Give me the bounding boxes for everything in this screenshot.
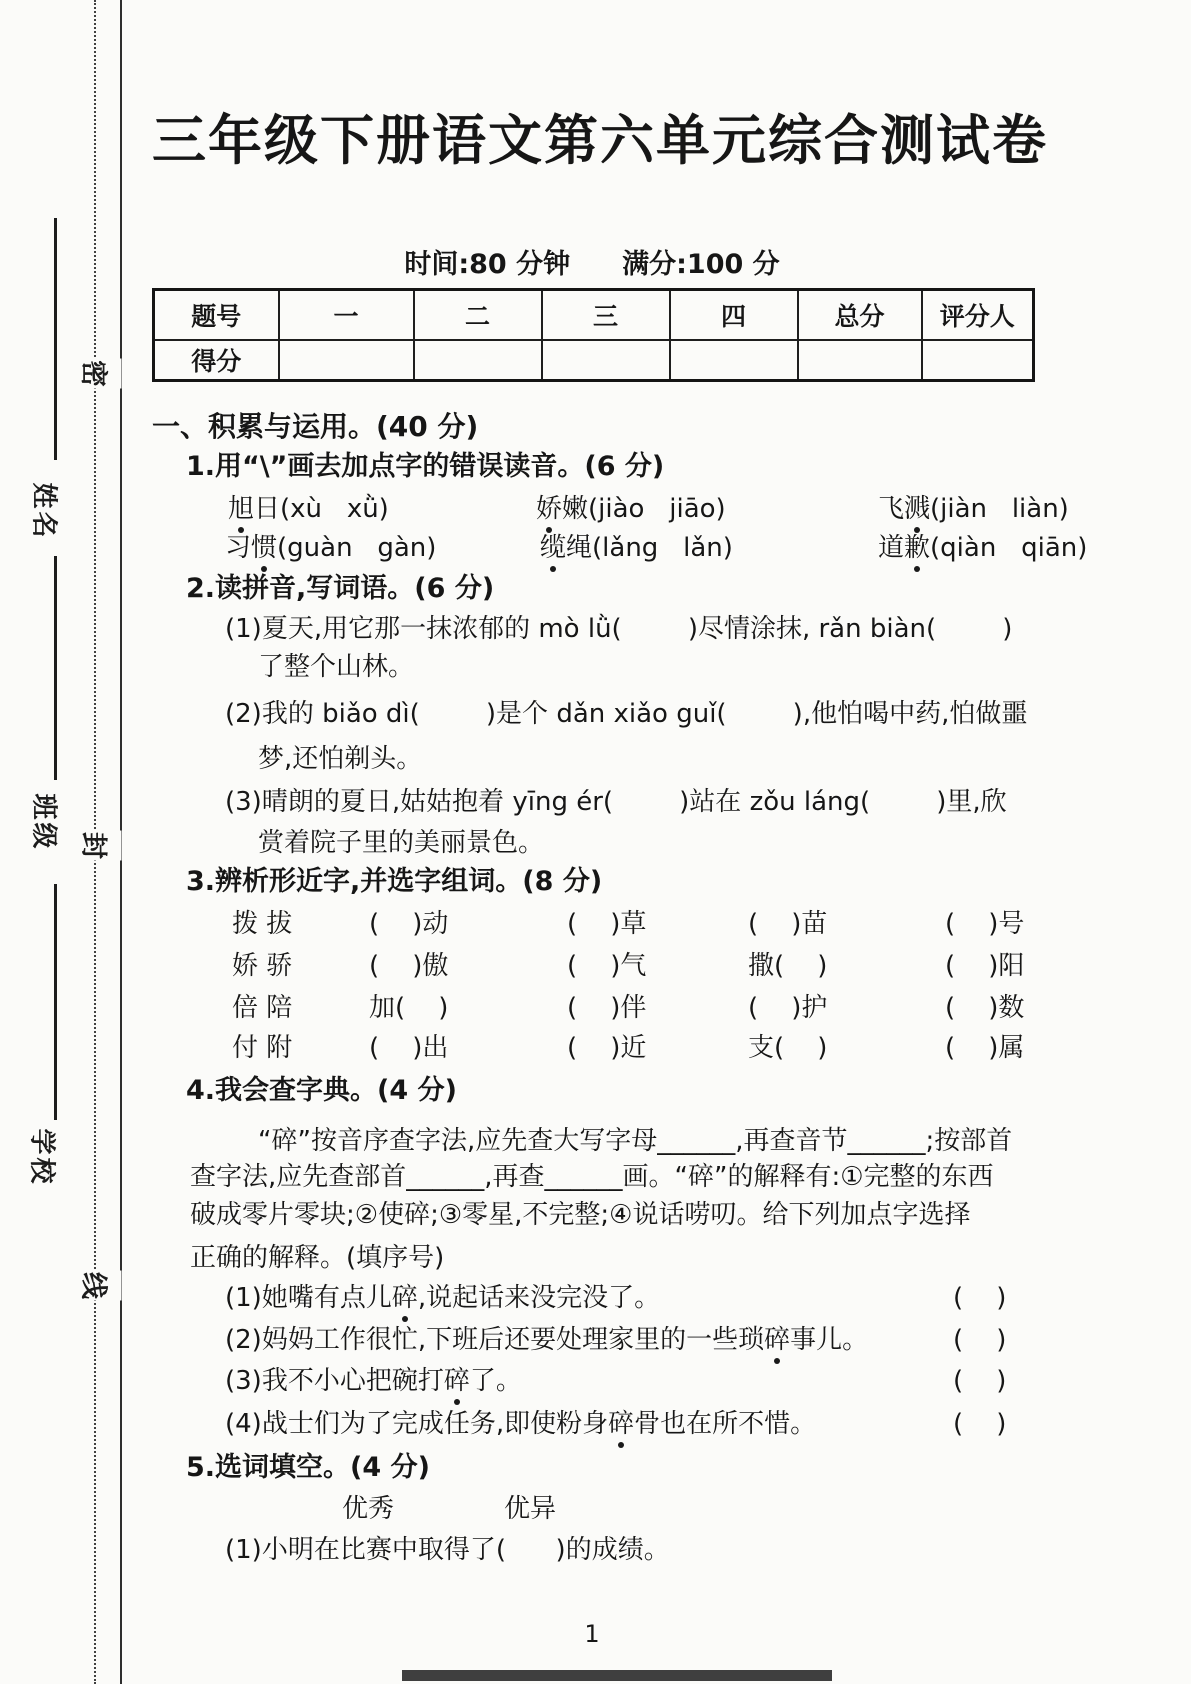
q1-title: 1.用“\”画去加点字的错误读音。(6 分)	[186, 451, 665, 482]
q3-title: 3.辨析形近字,并选字组词。(8 分)	[186, 866, 603, 897]
q5-title: 5.选词填空。(4 分)	[186, 1452, 430, 1483]
q4-item-post: 事儿。	[790, 1325, 869, 1355]
q3-blank-item: ( )数	[945, 993, 1025, 1023]
class-field-label: 班级	[28, 793, 59, 852]
score-table-header-cell: 二	[414, 290, 542, 341]
answer-bracket: ( )	[953, 1325, 1007, 1355]
score-table-header-cell: 一	[279, 290, 414, 341]
school-blank-line	[54, 884, 57, 1120]
q1-dotted-char: 旭	[228, 494, 255, 524]
page-number: 1	[584, 1620, 600, 1648]
q1-dotted-char: 歉	[904, 533, 931, 563]
q4-item-pre: (3)我不小心把碗打	[225, 1366, 444, 1396]
q4-paragraph-line: “碎”按音序查字法,应先查大写字母______,再查音节______;按部首	[258, 1126, 1013, 1156]
school-field-label: 学校	[26, 1128, 57, 1187]
exam-meta	[152, 242, 1032, 281]
q3-blank-item: ( )近	[567, 1033, 647, 1063]
q1-item	[540, 532, 733, 565]
q2-item-line: (1)夏天,用它那一抹浓郁的 mò lǜ( )尽情涂抹, rǎn biàn( )	[225, 614, 1013, 644]
scan-bottom-bar	[402, 1670, 832, 1681]
q4-dotted-char: 碎	[608, 1409, 635, 1439]
q1-item	[225, 532, 436, 565]
q3-blank-item: ( )草	[567, 909, 647, 939]
score-cell-empty	[279, 340, 414, 381]
q5-item: (1)小明在比赛中取得了( )的成绩。	[225, 1535, 670, 1565]
q1-item-pre: 飞	[878, 494, 905, 524]
full-score: 满分:100 分	[622, 249, 780, 280]
name-field-label: 姓名	[28, 482, 59, 541]
q5-option: 优异	[504, 1494, 557, 1524]
q1-item	[536, 493, 726, 526]
q3-char-pair: 娇 骄	[232, 951, 293, 981]
answer-bracket: ( )	[953, 1409, 1007, 1439]
q2-item-line: 赏着院子里的美丽景色。	[258, 828, 545, 858]
name-blank-line	[54, 218, 57, 460]
q3-blank-item: ( )属	[945, 1033, 1025, 1063]
q1-item-post: 绳(lǎng lǎn)	[566, 533, 733, 563]
score-cell-empty	[414, 340, 542, 381]
q3-blank-item: ( )号	[945, 909, 1025, 939]
score-table-header-cell: 四	[670, 290, 798, 341]
q1-item-pre: 道	[878, 533, 905, 563]
q3-blank-item: ( )动	[369, 909, 449, 939]
score-cell-empty	[670, 340, 798, 381]
q4-item	[225, 1365, 522, 1398]
q3-blank-item: ( )护	[748, 993, 828, 1023]
score-cell-empty	[922, 340, 1034, 381]
q4-item	[225, 1324, 868, 1357]
q4-item-post: 骨也在所不惜。	[634, 1409, 817, 1439]
q2-item-line: (3)晴朗的夏日,姑姑抱着 yīng ér( )站在 zǒu láng( )里,欣	[225, 787, 1007, 817]
score-table-header-cell: 总分	[798, 290, 922, 341]
section1-heading: 一、积累与运用。(40 分)	[152, 410, 479, 443]
q4-item-pre: (1)她嘴有点儿	[225, 1283, 392, 1313]
q3-blank-item: ( )伴	[567, 993, 647, 1023]
q4-dotted-char: 碎	[443, 1366, 470, 1396]
q3-blank-item: ( )出	[369, 1033, 449, 1063]
q2-item-line: 梦,还怕剃头。	[258, 744, 423, 774]
score-table-header-cell: 评分人	[922, 290, 1034, 341]
q2-title: 2.读拼音,写词语。(6 分)	[186, 573, 495, 604]
q1-item-pre: 习	[225, 533, 252, 563]
time-limit: 时间:80 分钟	[404, 249, 571, 280]
q1-dotted-char: 缆	[540, 533, 567, 563]
q3-blank-item: ( )傲	[369, 951, 449, 981]
q4-dotted-char: 碎	[764, 1325, 791, 1355]
q1-item	[228, 493, 389, 526]
score-table	[152, 288, 1032, 382]
q3-char-pair: 倍 陪	[232, 993, 293, 1023]
seal-char-mi: 密	[71, 359, 122, 389]
q1-item-post: 嫩(jiào jiāo)	[562, 494, 726, 524]
q4-item	[225, 1408, 816, 1441]
answer-bracket: ( )	[953, 1366, 1007, 1396]
q3-blank-item: 支( )	[748, 1033, 828, 1063]
seal-char-xian: 线	[71, 1271, 122, 1301]
q4-title: 4.我会查字典。(4 分)	[186, 1075, 457, 1106]
q1-dotted-char: 娇	[536, 494, 563, 524]
q5-option: 优秀	[342, 1494, 395, 1524]
class-blank-line	[54, 556, 57, 780]
q4-dotted-char: 碎	[391, 1283, 418, 1313]
score-cell-empty	[798, 340, 922, 381]
q4-item-post: ,说起话来没完没了。	[417, 1283, 661, 1313]
score-row-label: 得分	[154, 340, 279, 381]
q4-item-post: 了。	[469, 1366, 522, 1396]
score-cell-empty	[542, 340, 670, 381]
seal-char-feng: 封	[71, 831, 122, 861]
exam-title: 三年级下册语文第六单元综合测试卷	[152, 109, 1048, 172]
q2-item-line: (2)我的 biǎo dì( )是个 dǎn xiǎo guǐ( ),他怕喝中药,怕做噩	[225, 699, 1028, 729]
answer-bracket: ( )	[953, 1283, 1007, 1313]
q3-char-pair: 付 附	[232, 1033, 293, 1063]
q4-paragraph-line: 正确的解释。(填序号)	[190, 1243, 445, 1273]
score-table-header-cell: 三	[542, 290, 670, 341]
q4-item-pre: (2)妈妈工作很忙,下班后还要处理家里的一些琐	[225, 1325, 765, 1355]
q1-item-post: (guàn gàn)	[277, 533, 437, 563]
q4-item-pre: (4)战士们为了完成任务,即使粉身	[225, 1409, 609, 1439]
q1-item-post: (qiàn qiān)	[930, 533, 1088, 563]
q2-item-line: 了整个山林。	[258, 652, 415, 682]
q1-item-post: 日(xù xǜ)	[254, 494, 389, 524]
q1-dotted-char: 惯	[251, 533, 278, 563]
q4-paragraph-line: 破成零片零块;②使碎;③零星,不完整;④说话唠叨。给下列加点字选择	[190, 1200, 971, 1230]
score-table-header-cell: 题号	[154, 290, 279, 341]
q3-char-pair: 拨 拔	[232, 909, 293, 939]
q1-dotted-char: 溅	[904, 494, 931, 524]
q3-blank-item: 加( )	[369, 993, 449, 1023]
q3-blank-item: ( )苗	[748, 909, 828, 939]
q3-blank-item: 撒( )	[748, 951, 828, 981]
q3-blank-item: ( )气	[567, 951, 647, 981]
q3-blank-item: ( )阳	[945, 951, 1025, 981]
q4-item	[225, 1282, 660, 1315]
q1-item-post: (jiàn liàn)	[930, 494, 1069, 524]
q1-item	[878, 493, 1069, 526]
q4-paragraph-line: 查字法,应先查部首______,再查______画。“碎”的解释有:①完整的东西	[190, 1162, 994, 1192]
q1-item	[878, 532, 1087, 565]
